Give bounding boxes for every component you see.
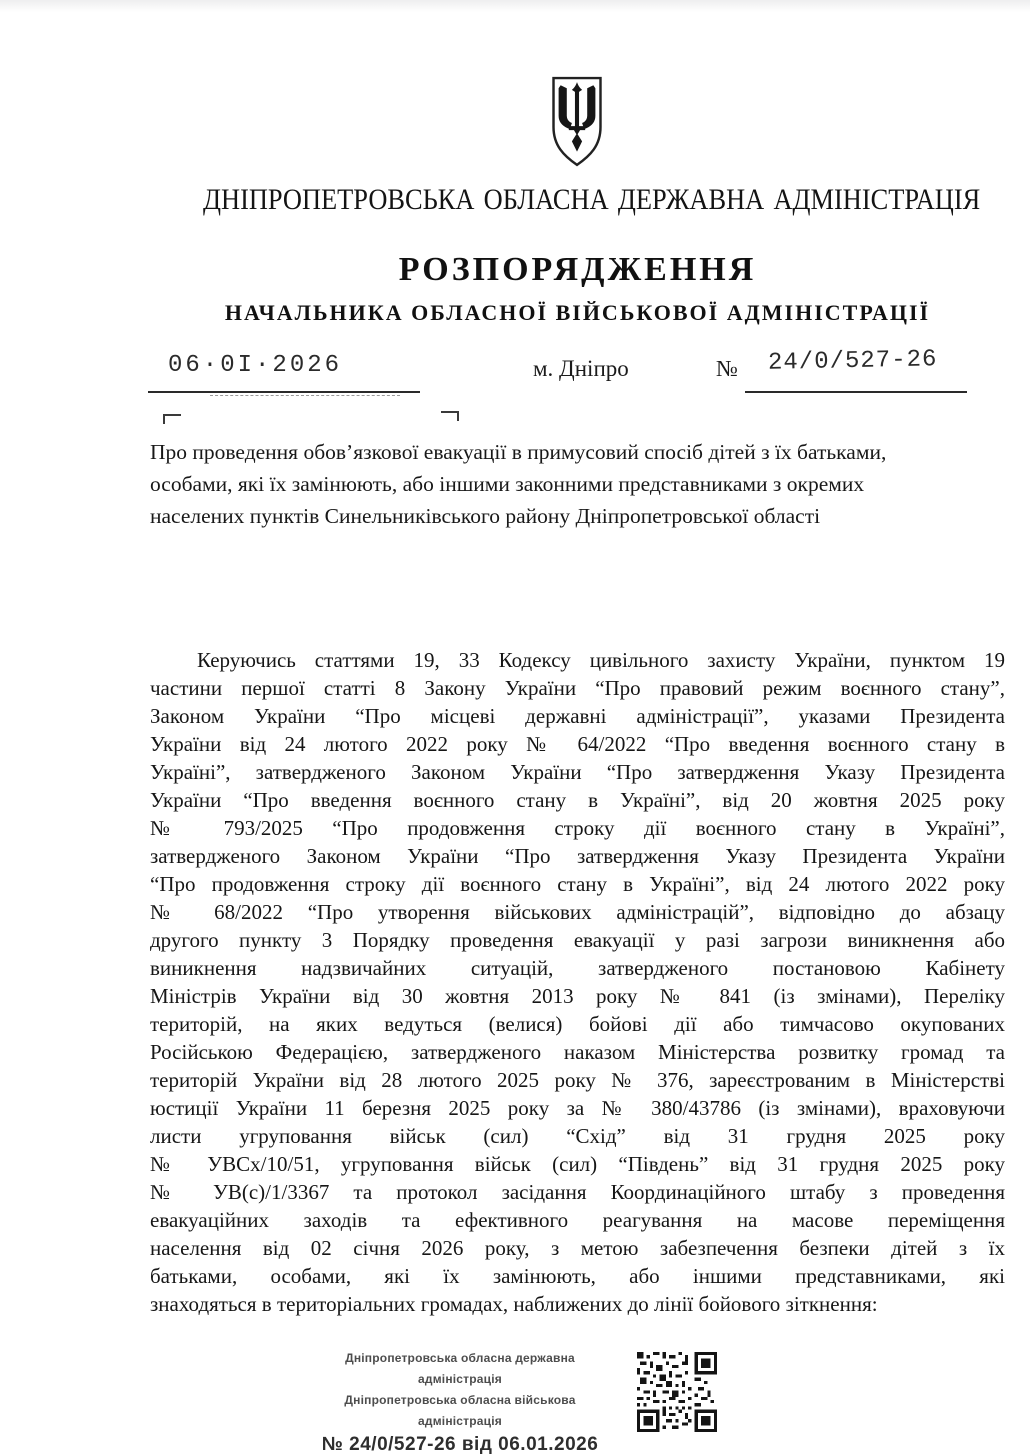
body-line: територій України від 28 лютого 2025 року № 376, зареєстрованим в Міністерстві [150,1068,1005,1092]
body-line: “Про продовження строку дії воєнного стану в Україні”, від 24 лютого 2022 року [150,872,1005,896]
body-line: евакуаційних заходів та ефективного реагування на масове переміщення [150,1208,1005,1232]
body-line: затвердженого Законом України “Про затвердження Указу Президента України [150,844,1005,868]
body-line: листи угруповання військ (сил) “Схід” від 31 грудня 2025 року [150,1124,1005,1148]
body-line: виникнення надзвичайних ситуацій, затвердженого постановою Кабінету [150,956,1005,980]
document-number: 24/0/527-26 [767,346,938,377]
body-line: № УВСх/10/51, угруповання військ (сил) “Південь” від 31 грудня 2025 року [150,1152,1005,1176]
number-sign: № [716,356,738,381]
body-line: Російською Федерацією, затвердженого наказом Міністерства розвитку громад та [150,1040,1005,1064]
subject-corner-mark-left [163,414,181,424]
body-line: частини першої статті 8 Закону України “Про правовий режим воєнного стану”, [150,676,1005,700]
body-line: другого пункту 3 Порядку проведення евакуації у разі загрози виникнення або [150,928,1005,952]
body-line: населення від 02 січня 2026 року, з метою забезпечення безпеки дітей з їх [150,1236,1005,1260]
body-line: Міністрів України від 30 жовтня 2013 року № 841 (із змінами), Переліку [150,984,1005,1008]
body-line: територій, на яких ведуться (велися) бойові дії або тимчасово окупованих [150,1012,1005,1036]
subject-paragraph [150,436,1008,532]
body-line: Законом України “Про місцеві державні адміністрації”, указами Президента [150,704,1005,728]
body-line: батьками, особами, які їх замінюють, або іншими представниками, які [150,1264,1005,1288]
subject-line: особами, які їх замінюють, або іншими законними представниками з окремих [150,472,865,496]
body-line: знаходяться в територіальних громадах, наближених до лінії бойового зіткнення: [150,1292,878,1316]
subject-line: населених пунктів Синельниківського району Дніпропетровської області [150,504,821,528]
body-line: Керуючись статтями 19, 33 Кодексу цивільного захисту України, пунктом 19 [197,648,1005,672]
subject-corner-mark-right [441,411,459,421]
org-name [150,183,1005,217]
issue-city: м. Дніпро [533,356,629,381]
body-line: Україні”, затвердженого Законом України “Про затвердження Указу Президента [150,760,1005,784]
body-line: № УВ(с)/1/3367 та протокол засідання Координаційного штабу з проведення [150,1180,1005,1204]
qr-code-icon [637,1352,717,1432]
body-line: № 793/2025 “Про продовження строку дії воєнного стану в Україні”, [150,816,1005,840]
date-stamp: 06·0І·2026 [168,352,343,379]
document-subtitle: НАЧАЛЬНИКА ОБЛАСНОЇ ВІЙСЬКОВОЇ АДМІНІСТРАЦІЇ [224,300,931,325]
body-line: України “Про введення воєнного стану в Україні”, від 20 жовтня 2025 року [150,788,1005,812]
date-underline-faint [210,395,400,396]
ukraine-trident-emblem-icon [545,74,609,170]
registration-stamp [315,1348,605,1456]
body-line: України від 24 лютого 2022 року № 64/2022 “Про введення воєнного стану в [150,732,1005,756]
page-top-shadow [0,0,1030,12]
subject-line: Про проведення обов’язкової евакуації в примусовий спосіб дітей з їх батьками, [150,440,887,464]
main-paragraph [150,646,1005,1318]
document-title: РОЗПОРЯДЖЕННЯ [398,251,757,288]
body-line: юстиції України 11 березня 2025 року за № 380/43786 (із змінами), враховуючи [150,1096,1005,1120]
org-name-text: ДНІПРОПЕТРОВСЬКА ОБЛАСНА ДЕРЖАВНА АДМІНІСТРАЦІЯ [202,183,981,216]
stamp-org-line: Дніпропетровська обласна державна адміністрація [345,1351,575,1386]
stamp-number: № 24/0/527-26 від 06.01.2026 [321,1434,599,1455]
date-underline [148,391,420,393]
body-line: № 68/2022 “Про утворення військових адміністрацій”, відповідно до абзацу [150,900,1005,924]
number-underline [745,391,967,393]
stamp-org-line: Дніпропетровська обласна військова адміністрація [344,1393,576,1428]
